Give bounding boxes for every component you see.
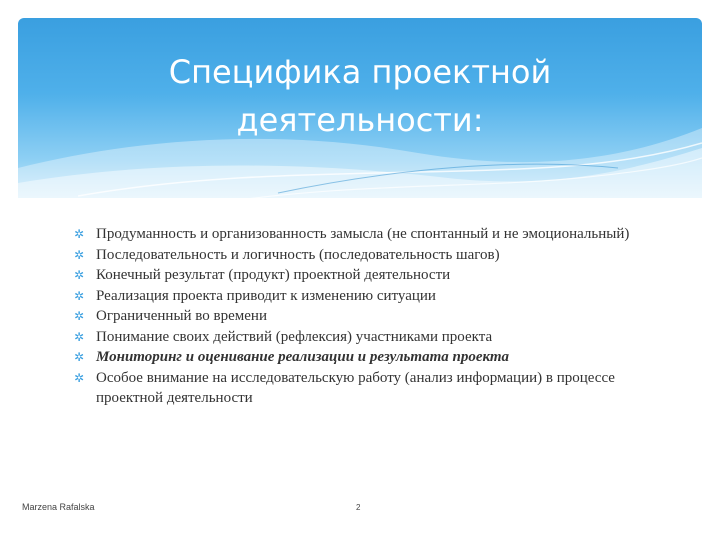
title-line-1: Специфика проектной (168, 53, 552, 91)
bullet-item-emphasized: ✲ Мониторинг и оценивание реализации и результата проекта (74, 347, 654, 368)
bullet-item: ✲ Продуманность и организованность замысла (не спонтанный и не эмоциональный) (74, 224, 654, 245)
bullet-item: ✲ Понимание своих действий (рефлексия) участниками проекта (74, 327, 654, 348)
title-banner (18, 18, 702, 208)
bullet-item: ✲ Последовательность и логичность (последовательность шагов) (74, 245, 654, 266)
asterisk-bullet-icon: ✲ (74, 227, 85, 241)
page-number: 2 (356, 503, 361, 512)
footer-author: Marzena Rafalska (22, 502, 95, 512)
title-line-2: деятельности: (236, 101, 484, 139)
asterisk-bullet-icon: ✲ (74, 370, 85, 385)
asterisk-bullet-icon: ✲ (74, 350, 85, 364)
bullet-item: ✲ Реализация проекта приводит к изменению ситуации (74, 286, 654, 307)
asterisk-bullet-icon: ✲ (74, 268, 85, 282)
asterisk-bullet-icon: ✲ (74, 309, 85, 323)
bullet-item: ✲ Ограниченный во времени (74, 306, 654, 327)
asterisk-bullet-icon: ✲ (74, 288, 85, 303)
asterisk-bullet-icon: ✲ (74, 247, 85, 262)
bullet-item: ✲ Конечный результат (продукт) проектной деятельности (74, 265, 654, 286)
bullet-list (74, 224, 654, 409)
asterisk-bullet-icon: ✲ (74, 329, 85, 344)
bullet-item: ✲ Особое внимание на исследовательскую работу (анализ информации) в процессе проектной деятельности (74, 369, 615, 406)
slide-title (18, 48, 702, 144)
